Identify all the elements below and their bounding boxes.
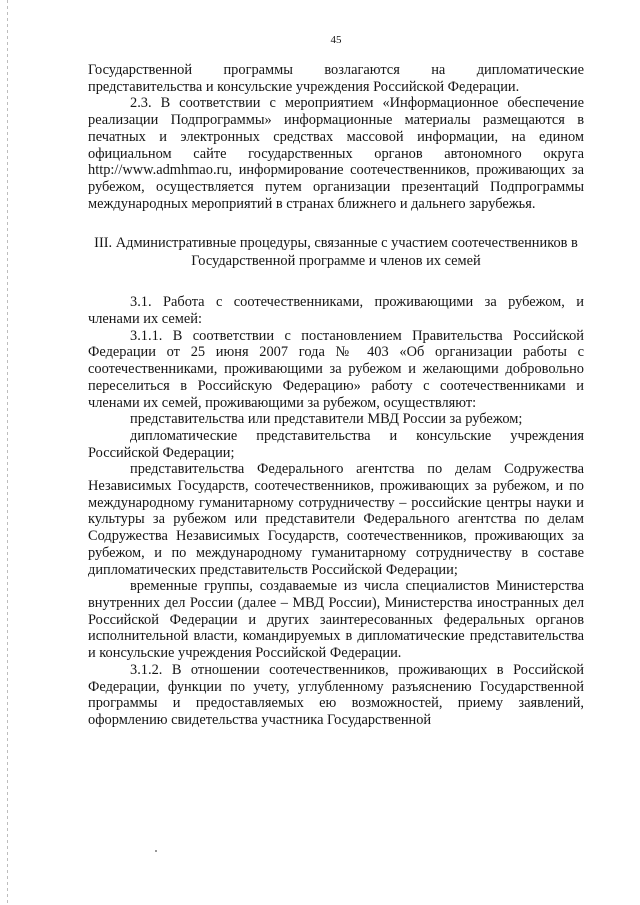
section-heading: III. Административные процедуры, связанные с участием соотечественников в Государственной программе и членов их семей: [94, 235, 578, 270]
scan-speck: [155, 850, 157, 852]
paragraph: временные группы, создаваемые из числа специалистов Министерства внутренних дел России (далее – МВД России), Министерства иностранных дел Российской Федерации и других заинтересованных федеральных органов исполнительной власти, командируемых в дипломатические представительства и консульские учреждения Российской Федерации.: [88, 578, 584, 662]
paragraph: 2.3. В соответствии с мероприятием «Информационное обеспечение реализации Подпрограммы» информационные материалы размещаются в печатных и электронных средствах массовой информации, на едином официальном сайте государственных органов автономного округа http://www.admhmao.ru, информирование соотечественников, проживающих за рубежом, осуществляется путем организации презентаций Подпрограммы международных мероприятий в странах ближнего и дальнего зарубежья.: [88, 95, 584, 212]
paragraph: представительства или представители МВД России за рубежом;: [130, 411, 523, 428]
paragraph: Государственной программы возлагаются на дипломатические представительства и консульские учреждения Российской Федерации.: [88, 62, 584, 95]
paragraphs-after: [88, 294, 584, 728]
paragraph: 3.1. Работа с соотечественниками, проживающими за рубежом, и членами их семей:: [88, 294, 584, 328]
paragraphs-before: [88, 62, 584, 212]
paragraph: 3.1.1. В соответствии с постановлением Правительства Российской Федерации от 25 июня 2007 года № 403 «Об организации работы с соотечественниками, проживающими за рубежом и желающими добровольно переселиться в Российскую Федерацию» работу с соотечественниками и членами их семей, проживающими за рубежом, осуществляют:: [88, 327, 584, 411]
page-number: 45: [330, 34, 342, 46]
paragraph: 3.1.2. В отношении соотечественников, проживающих в Российской Федерации, функции по учету, углубленному разъяснению Государственной программы и предоставляемых ею возможностей, приему заявлений, оформлению свидетельства участника Государственной: [88, 661, 584, 728]
paragraph: представительства Федерального агентства по делам Содружества Независимых Государств, соотечественников, проживающих за рубежом, и по международному гуманитарному сотрудничеству – российские центры науки и культуры за рубежом или представители Федерального агентства по делам Содружества Независимых Государств, соотечественников, проживающих за рубежом, и по международному гуманитарному сотрудничеству в составе дипломатических представительств Российской Федерации;: [88, 461, 584, 578]
paragraph: дипломатические представительства и консульские учреждения Российской Федерации;: [88, 427, 584, 461]
